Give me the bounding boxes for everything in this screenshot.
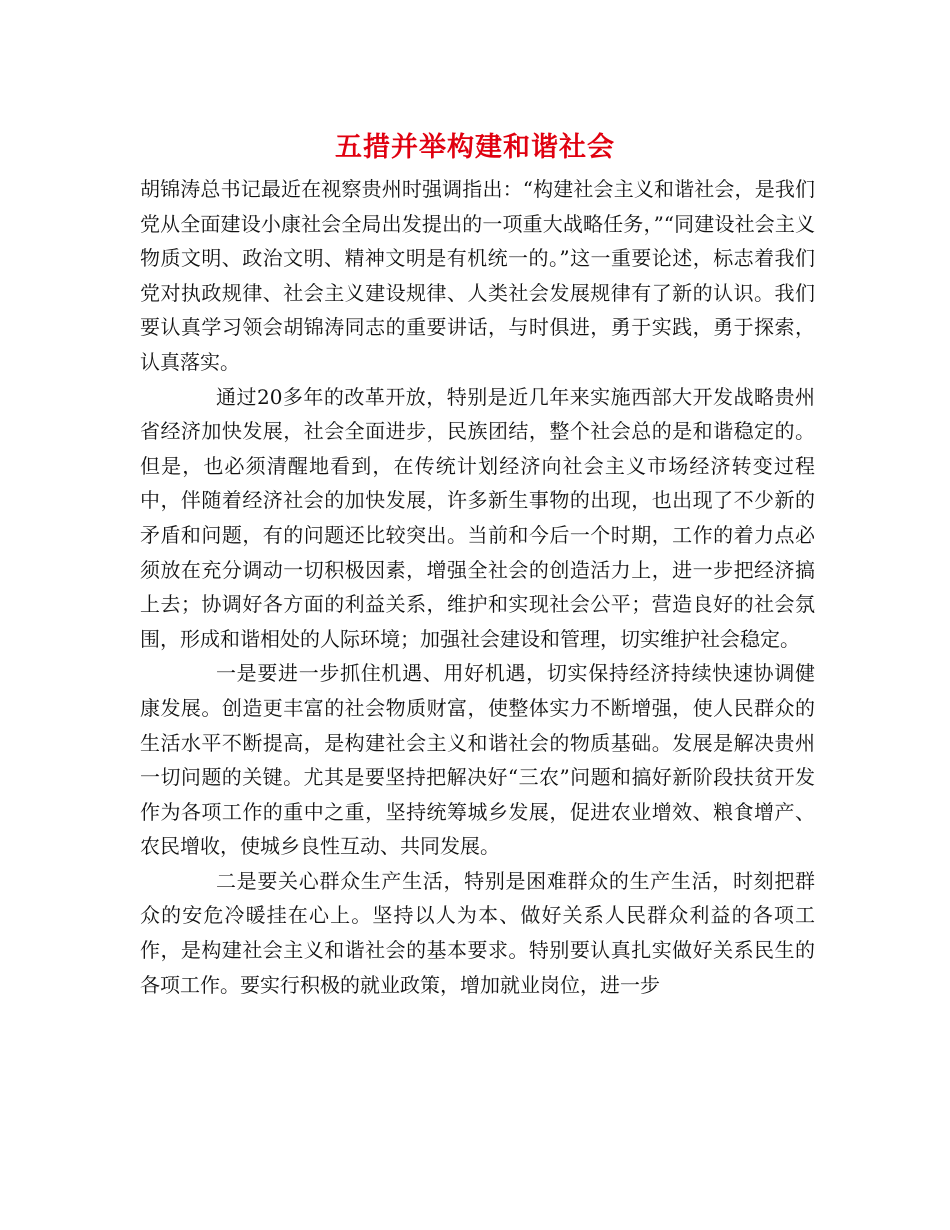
paragraph-measure-one: 一是要进一步抓住机遇、用好机遇，切实保持经济持续快速协调健康发展。创造更丰富的社会物质财富，使整体实力不断增强，使人民群众的生活水平不断提高，是构建社会主义和谐社会的物质基础。发展是解决贵州一切问题的关键。尤其是要坚持把解决好“三农”问题和搞好新阶段扶贫开发作为各项工作的重中之重，坚持统筹城乡发展，促进农业增效、粮食增产、农民增收，使城乡良性互动、共同发展。 (140, 661, 815, 859)
paragraph-measure-two: 二是要关心群众生产生活，特别是困难群众的生产生活，时刻把群众的安危冷暖挂在心上。坚持以人为本、做好关系人民群众利益的各项工作，是构建社会主义和谐社会的基本要求。特别要认真扎实做好关系民生的各项工作。要实行积极的就业政策，增加就业岗位，进一步 (140, 868, 815, 997)
document-body (140, 172, 815, 1002)
paragraph-intro: 胡锦涛总书记最近在视察贵州时强调指出：“构建社会主义和谐社会，是我们党从全面建设小康社会全局出发提出的一项重大战略任务，”“同建设社会主义物质文明、政治文明、精神文明是有机统一的。”这一重要论述，标志着我们党对执政规律、社会主义建设规律、人类社会发展规律有了新的认识。我们要认真学习领会胡锦涛同志的重要讲话，与时俱进，勇于实践，勇于探索，认真落实。 (140, 177, 815, 374)
document-title: 五措并举构建和谐社会 (335, 132, 615, 163)
paragraph-background: 通过20多年的改革开放，特别是近几年来实施西部大开发战略贵州省经济加快发展，社会全面进步，民族团结，整个社会总的是和谐稳定的。但是，也必须清醒地看到，在传统计划经济向社会主义市场经济转变过程中，伴随着经济社会的加快发展，许多新生事物的出现，也出现了不少新的矛盾和问题，有的问题还比较突出。当前和今后一个时期，工作的着力点必须放在充分调动一切积极因素，增强全社会的创造活力上，进一步把经济搞上去；协调好各方面的利益关系，维护和实现社会公平；营造良好的社会氛围，形成和谐相处的人际环境；加强社会建设和管理，切实维护社会稳定。 (140, 384, 815, 651)
